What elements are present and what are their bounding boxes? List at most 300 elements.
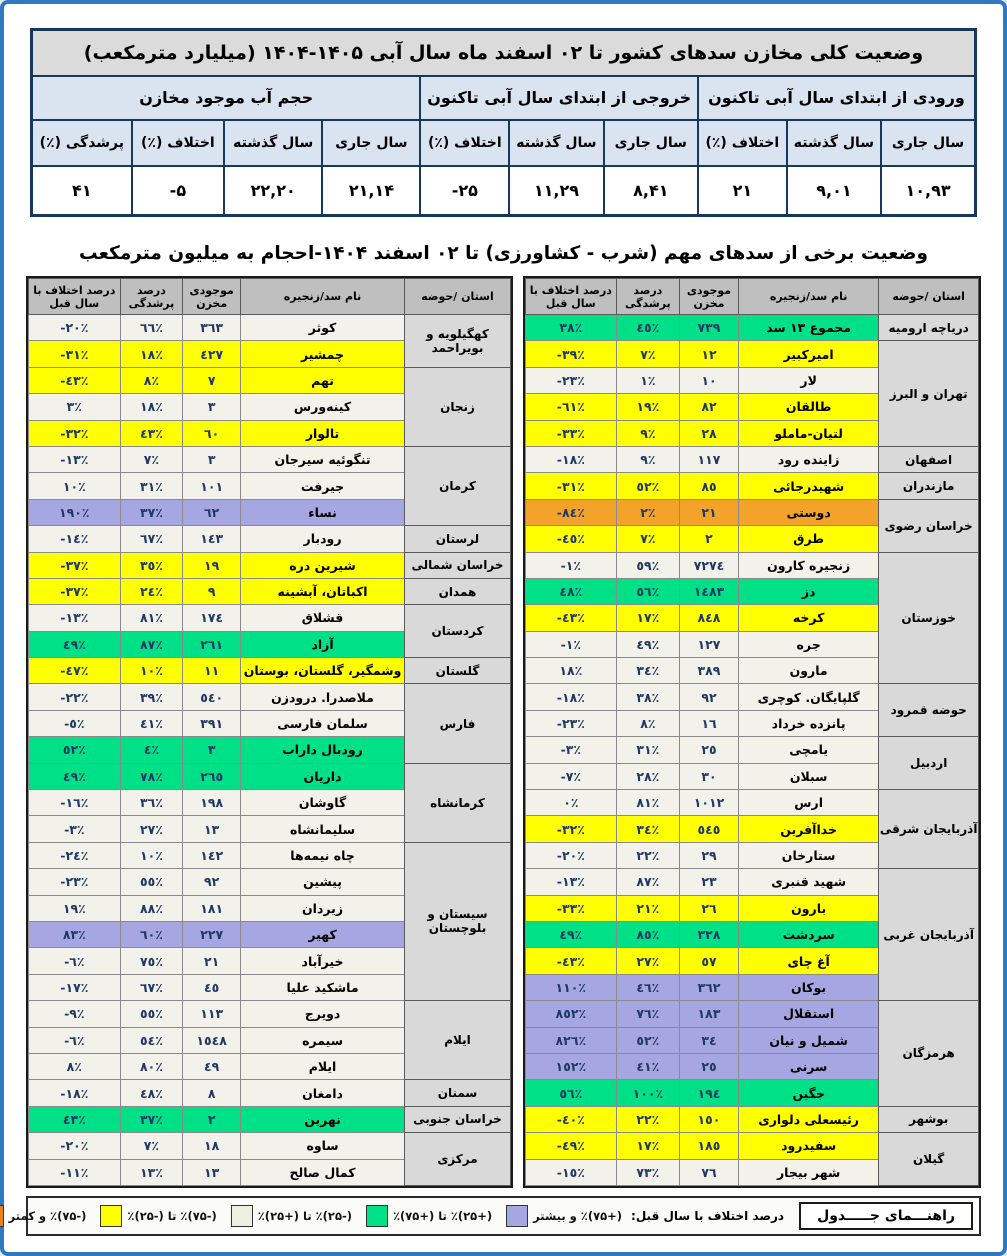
fill-percent-cell: ۱۸٪	[120, 341, 183, 367]
dam-name-cell: لار	[738, 367, 878, 393]
diff-percent-cell: -٦٪	[29, 948, 121, 974]
dam-name-cell: کمال صالح	[241, 1159, 405, 1185]
stock-cell: ۲٥	[680, 1053, 739, 1079]
stock-cell: ٥۷	[680, 948, 739, 974]
stock-cell: ۷۳۹	[680, 315, 739, 341]
province-cell: ایلام	[404, 1001, 510, 1080]
dam-name-cell: پیشین	[241, 869, 405, 895]
diff-percent-cell: -۲۲٪	[29, 684, 121, 710]
dam-row	[526, 790, 979, 816]
dam-name-cell: کرخه	[738, 605, 878, 631]
diff-percent-cell: -٤۳٪	[526, 948, 617, 974]
province-cell: خوزستان	[879, 552, 979, 684]
diff-percent-cell: -۱۸٪	[526, 446, 617, 472]
col-header: سال گذشته	[224, 120, 322, 166]
stock-cell: ۱٤۳	[183, 526, 241, 552]
dam-name-cell: نساء	[241, 499, 405, 525]
dam-name-cell: وشمگیر، گلستان، بوستان	[241, 658, 405, 684]
stock-cell: ۷۲۷٤	[680, 552, 739, 578]
fill-percent-cell: ۳۹٪	[120, 684, 183, 710]
fill-percent-cell: ۷٪	[616, 526, 679, 552]
stock-cell: ۱۰۱۲	[680, 790, 739, 816]
stock-cell: ٦۲	[183, 499, 241, 525]
dam-name-cell: سبلان	[738, 763, 878, 789]
dam-name-cell: پانزده خرداد	[738, 710, 878, 736]
diff-percent-cell: -۳۳٪	[526, 420, 617, 446]
legend-color-swatch	[231, 1205, 253, 1227]
stock-cell: ۱۲۷	[680, 631, 739, 657]
dam-name-cell: تنگوئیه سیرجان	[241, 446, 405, 472]
province-cell: مازندران	[879, 473, 979, 499]
fill-percent-cell: ٥٥٪	[120, 869, 183, 895]
dam-name-cell: ایلام	[241, 1053, 405, 1079]
fill-percent-cell: ۹٪	[616, 420, 679, 446]
legend-bar	[8, 1196, 981, 1236]
fill-percent-cell: ۳٤٪	[616, 816, 679, 842]
diff-percent-cell: -۱٤٪	[29, 526, 121, 552]
dam-table-left	[26, 276, 513, 1188]
group-header-outflow: خروجی از ابتدای سال آبی تاکنون	[420, 76, 698, 120]
dam-name-cell: جیرفت	[241, 473, 405, 499]
value-cell: ۲۱,۱۴	[322, 166, 420, 216]
national-reservoir-table	[30, 28, 977, 217]
diff-percent-cell: ٤۹٪	[526, 921, 617, 947]
dam-row	[526, 341, 979, 367]
dam-name-cell: بوکان	[738, 974, 878, 1000]
diff-percent-cell: -۳۷٪	[29, 552, 121, 578]
fill-percent-cell: ۱۰۰٪	[616, 1080, 679, 1106]
dam-row	[29, 1106, 511, 1132]
province-cell: هرمزگان	[879, 1001, 979, 1107]
dam-name-cell: نهرین	[241, 1106, 405, 1132]
diff-percent-cell: -٦۱٪	[526, 394, 617, 420]
col-header: سال جاری	[604, 120, 698, 166]
dam-name-cell: ماشکید علیا	[241, 974, 405, 1000]
stock-cell: ۷٦	[680, 1159, 739, 1185]
diff-percent-cell: ۱۸٪	[526, 658, 617, 684]
dam-name-cell: تهم	[241, 367, 405, 393]
stock-cell: ۲٦	[680, 895, 739, 921]
diff-percent-cell: -۳٪	[526, 737, 617, 763]
diff-percent-cell: ۱٥۲٪	[526, 1053, 617, 1079]
stock-cell: ۳٦۳	[183, 315, 241, 341]
stock-cell: ۲۲۷	[183, 921, 241, 947]
diff-percent-cell: -۲۳٪	[526, 367, 617, 393]
diff-percent-cell: ۸۳٪	[29, 921, 121, 947]
dam-name-cell: زاینده رود	[738, 446, 878, 472]
dam-row	[29, 552, 511, 578]
stock-cell: ۲۸	[680, 420, 739, 446]
dam-name-cell: یامچی	[738, 737, 878, 763]
diff-percent-cell: -۳۱٪	[29, 341, 121, 367]
dam-name-cell: قشلاق	[241, 605, 405, 631]
header-dam-name: نام سد/زنجیره	[738, 279, 878, 315]
dam-row	[526, 1001, 979, 1027]
dam-name-cell: جره	[738, 631, 878, 657]
stock-cell: ۱۸	[183, 1133, 241, 1159]
stock-cell: ۲٦٥	[183, 763, 241, 789]
dam-name-cell: آغ چای	[738, 948, 878, 974]
diff-percent-cell: -۳۱٪	[526, 473, 617, 499]
dam-name-cell: سردشت	[738, 921, 878, 947]
value-cell: -۲۵	[420, 166, 509, 216]
province-cell: سیستان و بلوچستان	[404, 842, 510, 1000]
stock-cell: ۲٥	[680, 737, 739, 763]
dam-name-cell: کوثر	[241, 315, 405, 341]
dam-name-cell: چاه نیمه‌ها	[241, 842, 405, 868]
fill-percent-cell: ٤٥٪	[616, 315, 679, 341]
stock-cell: ۱٥۰	[680, 1106, 739, 1132]
fill-percent-cell: ۷۳٪	[616, 1159, 679, 1185]
diff-percent-cell: -٤۷٪	[29, 658, 121, 684]
dam-name-cell: ساوه	[241, 1133, 405, 1159]
dam-row	[526, 499, 979, 525]
fill-percent-cell: ٦٦٪	[120, 315, 183, 341]
diff-percent-cell: -۳۹٪	[526, 341, 617, 367]
stock-cell: ٦۰	[183, 420, 241, 446]
stock-cell: ۱۷٤	[183, 605, 241, 631]
stock-cell: ۱٤۸۳	[680, 578, 739, 604]
province-cell: کرمانشاه	[404, 763, 510, 842]
diff-percent-cell: -۷٪	[526, 763, 617, 789]
dam-row	[29, 315, 511, 341]
dam-name-cell: سلمان فارسی	[241, 710, 405, 736]
stock-cell: ۱٤۲	[183, 842, 241, 868]
diff-percent-cell: -۱۷٪	[29, 974, 121, 1000]
stock-cell: ۱۹	[183, 552, 241, 578]
stock-cell: ۷	[183, 367, 241, 393]
fill-percent-cell: ۲۲٪	[616, 1106, 679, 1132]
dam-row	[29, 526, 511, 552]
dam-row	[526, 552, 979, 578]
fill-percent-cell: ۷۸٪	[120, 763, 183, 789]
dam-row	[29, 578, 511, 604]
diff-percent-cell: -٤۰٪	[526, 1106, 617, 1132]
legend-color-swatch	[100, 1205, 122, 1227]
diff-percent-cell: -٦٪	[29, 1027, 121, 1053]
header-diff: درصد اختلاف با سال قبل	[29, 279, 121, 315]
diff-percent-cell: ٥۲٪	[29, 737, 121, 763]
province-cell: حوضه قمرود	[879, 684, 979, 737]
dam-row	[526, 869, 979, 895]
diff-percent-cell: ٥٦٪	[526, 1080, 617, 1106]
fill-percent-cell: ۸۷٪	[616, 869, 679, 895]
diff-percent-cell: ۸٪	[29, 1053, 121, 1079]
diff-percent-cell: -۱۳٪	[29, 605, 121, 631]
province-cell: کرمان	[404, 446, 510, 525]
diff-percent-cell: -۸٤٪	[526, 499, 617, 525]
legend-item-label: (-۷۵)٪ تا (-۲۵)٪	[127, 1208, 217, 1223]
dam-row	[29, 1133, 511, 1159]
fill-percent-cell: ۲۱٪	[616, 895, 679, 921]
diff-percent-cell: -۹٪	[29, 1001, 121, 1027]
fill-percent-cell: ۱٪	[616, 367, 679, 393]
fill-percent-cell: ۳۷٪	[120, 1106, 183, 1132]
diff-percent-cell: -٤۹٪	[526, 1133, 617, 1159]
dam-name-cell: تالوار	[241, 420, 405, 446]
legend-color-swatch	[0, 1205, 4, 1227]
stock-cell: ۲	[680, 526, 739, 552]
group-header-inflow: ورودی از ابتدای سال آبی تاکنون	[698, 76, 976, 120]
dam-name-cell: چمشیر	[241, 341, 405, 367]
fill-percent-cell: ٤۳٪	[120, 420, 183, 446]
diff-percent-cell: ٤۹٪	[29, 631, 121, 657]
col-header: سال گذشته	[787, 120, 881, 166]
dam-name-cell: رودبار	[241, 526, 405, 552]
diff-percent-cell: -٤٥٪	[526, 526, 617, 552]
province-cell: خراسان جنوبی	[404, 1106, 510, 1132]
stock-cell: ۳	[183, 446, 241, 472]
stock-cell: ٥٤٥	[680, 816, 739, 842]
fill-percent-cell: ۱۹٪	[616, 394, 679, 420]
dam-name-cell: بارون	[738, 895, 878, 921]
stock-cell: ۱۱	[183, 658, 241, 684]
stock-cell: ۸	[183, 1080, 241, 1106]
header-province: استان /حوضه	[879, 279, 979, 315]
legend-items	[0, 1205, 622, 1227]
dam-name-cell: کینه‌ورس	[241, 394, 405, 420]
fill-percent-cell: ۸۱٪	[120, 605, 183, 631]
province-cell: گیلان	[879, 1133, 979, 1186]
dam-name-cell: جگین	[738, 1080, 878, 1106]
fill-percent-cell: ۲٤٪	[120, 578, 183, 604]
stock-cell: ۸٤۸	[680, 605, 739, 631]
dam-row	[526, 1133, 979, 1159]
fill-percent-cell: ٥٤٪	[120, 1027, 183, 1053]
legend-caption: درصد اختلاف با سال قبل:	[631, 1208, 785, 1223]
province-cell: سمنان	[404, 1080, 510, 1106]
diff-percent-cell: ۸٥۲٪	[526, 1001, 617, 1027]
dam-name-cell: سرنی	[738, 1053, 878, 1079]
stock-cell: ۳٦۲	[680, 974, 739, 1000]
diff-percent-cell: -۲٤٪	[29, 842, 121, 868]
fill-percent-cell: ۱۰٪	[120, 658, 183, 684]
legend-color-swatch	[366, 1205, 388, 1227]
diff-percent-cell: -۱٥٪	[526, 1159, 617, 1185]
header-dam-name: نام سد/زنجیره	[241, 279, 405, 315]
dam-row	[29, 842, 511, 868]
fill-percent-cell: ۸٪	[120, 367, 183, 393]
fill-percent-cell: ۱۷٪	[616, 605, 679, 631]
diff-percent-cell: -۱۳٪	[29, 446, 121, 472]
stock-cell: ۱۲	[680, 341, 739, 367]
value-cell: ۱۰,۹۳	[881, 166, 975, 216]
group-header-volume: حجم آب موجود مخازن	[32, 76, 421, 120]
col-header: اختلاف (٪)	[132, 120, 225, 166]
national-summary-section	[30, 28, 977, 217]
dam-name-cell: زنجیره کارون	[738, 552, 878, 578]
province-cell: آذربایجان غربی	[879, 869, 979, 1001]
stock-cell: ۹۲	[183, 869, 241, 895]
province-cell: همدان	[404, 578, 510, 604]
fill-percent-cell: ۲۷٪	[616, 948, 679, 974]
diff-percent-cell: -۱۳٪	[526, 869, 617, 895]
fill-percent-cell: ۲۷٪	[120, 816, 183, 842]
stock-cell: ٥٤۰	[183, 684, 241, 710]
legend-item-label: (-۷۵)٪ و کمتر	[8, 1208, 87, 1223]
diff-percent-cell: -۱٪	[526, 631, 617, 657]
dam-row	[29, 658, 511, 684]
province-cell: مرکزی	[404, 1133, 510, 1186]
fill-percent-cell: ۱۰٪	[120, 842, 183, 868]
province-cell: دریاچه ارومیه	[879, 315, 979, 341]
header-fill: درصد پرشدگی	[120, 279, 183, 315]
diff-percent-cell: -۲۳٪	[29, 869, 121, 895]
stock-cell: ٤۹	[183, 1053, 241, 1079]
diff-percent-cell: -۲۰٪	[526, 842, 617, 868]
province-cell: خراسان شمالی	[404, 552, 510, 578]
fill-percent-cell: ۳٦٪	[120, 790, 183, 816]
dam-tables-container	[26, 276, 981, 1188]
fill-percent-cell: ۲۲٪	[616, 842, 679, 868]
dam-row	[526, 684, 979, 710]
province-cell: اصفهان	[879, 446, 979, 472]
fill-percent-cell: ٤٪	[120, 737, 183, 763]
legend-item-label: (+۲۵)٪ تا (+۷۵)٪	[393, 1208, 493, 1223]
value-cell: ۲۱	[698, 166, 787, 216]
dam-row	[29, 367, 511, 393]
fill-percent-cell: ۹٪	[616, 446, 679, 472]
fill-percent-cell: ٤۱٪	[120, 710, 183, 736]
header-diff: درصد اختلاف با سال قبل	[526, 279, 617, 315]
diff-percent-cell: -۱۱٪	[29, 1159, 121, 1185]
stock-cell: ۳٤	[680, 1027, 739, 1053]
fill-percent-cell: ۷٪	[120, 1133, 183, 1159]
col-header: اختلاف (٪)	[420, 120, 509, 166]
stock-cell: ۲	[183, 1106, 241, 1132]
stock-cell: ٤٥	[183, 974, 241, 1000]
dam-row	[526, 737, 979, 763]
dam-name-cell: رئیسعلی دلواری	[738, 1106, 878, 1132]
diff-percent-cell: -٤۳٪	[526, 605, 617, 631]
fill-percent-cell: ۳۱٪	[616, 737, 679, 763]
stock-cell: ۱۳	[183, 1159, 241, 1185]
fill-percent-cell: ۳۷٪	[120, 499, 183, 525]
dam-name-cell: شهر بیجار	[738, 1159, 878, 1185]
dam-row	[29, 763, 511, 789]
dam-name-cell: لتیان-ماملو	[738, 420, 878, 446]
dam-name-cell: داریان	[241, 763, 405, 789]
dam-table-right	[523, 276, 981, 1188]
diff-percent-cell: -۱۸٪	[29, 1080, 121, 1106]
header-stock: موجودی مخزن	[183, 279, 241, 315]
fill-percent-cell: ۲۸٪	[616, 763, 679, 789]
col-header: سال جاری	[881, 120, 975, 166]
dam-row	[526, 446, 979, 472]
diff-percent-cell: ۸۲٦٪	[526, 1027, 617, 1053]
fill-percent-cell: ۱۸٪	[120, 394, 183, 420]
diff-percent-cell: -۳۷٪	[29, 578, 121, 604]
stock-cell: ۸٥	[680, 473, 739, 499]
diff-percent-cell: ۱۱۰٪	[526, 974, 617, 1000]
dam-name-cell: دویرج	[241, 1001, 405, 1027]
fill-percent-cell: ۸٥٪	[616, 921, 679, 947]
diff-percent-cell: -۳٪	[29, 816, 121, 842]
stock-cell: ۱۳	[183, 816, 241, 842]
stock-cell: ۳۸۹	[680, 658, 739, 684]
col-header: سال گذشته	[509, 120, 603, 166]
diff-percent-cell: -۳۲٪	[29, 420, 121, 446]
fill-percent-cell: ٥۲٪	[616, 1027, 679, 1053]
stock-cell: ۸۲	[680, 394, 739, 420]
diff-percent-cell: ۱۹۰٪	[29, 499, 121, 525]
legend-item	[100, 1205, 216, 1227]
dam-name-cell: گلپایگان. کوچری	[738, 684, 878, 710]
value-cell: ۱۱,۲۹	[509, 166, 603, 216]
diff-percent-cell: -۱۸٪	[526, 684, 617, 710]
diff-percent-cell: -۱٦٪	[29, 790, 121, 816]
dam-name-cell: ملاصدرا. درودزن	[241, 684, 405, 710]
dam-name-cell: گاوشان	[241, 790, 405, 816]
fill-percent-cell: ۷٪	[120, 446, 183, 472]
dam-name-cell: شهیدرجائی	[738, 473, 878, 499]
stock-cell: ۲۱	[183, 948, 241, 974]
diff-percent-cell: -۳۲٪	[526, 816, 617, 842]
dam-name-cell: دز	[738, 578, 878, 604]
dam-name-cell: زیردان	[241, 895, 405, 921]
stock-cell: ۳۹۱	[183, 710, 241, 736]
value-cell: ۹,۰۱	[787, 166, 881, 216]
diff-percent-cell: ۱۹٪	[29, 895, 121, 921]
province-cell: تهران و البرز	[879, 341, 979, 447]
fill-percent-cell: ۳٥٪	[120, 552, 183, 578]
dam-name-cell: استقلال	[738, 1001, 878, 1027]
province-cell: اردبیل	[879, 737, 979, 790]
province-cell: زنجان	[404, 367, 510, 446]
fill-percent-cell: ٦۷٪	[120, 974, 183, 1000]
header-province: استان /حوضه	[404, 279, 510, 315]
fill-percent-cell: ۷٪	[616, 341, 679, 367]
stock-cell: ٤۲۷	[183, 341, 241, 367]
stock-cell: ۳۰	[680, 763, 739, 789]
legend-item	[366, 1205, 492, 1227]
dam-name-cell: رودبال داراب	[241, 737, 405, 763]
diff-percent-cell: -۱٪	[526, 552, 617, 578]
stock-cell: ۹	[183, 578, 241, 604]
diff-percent-cell: ۱۰٪	[29, 473, 121, 499]
stock-cell: ۱٦	[680, 710, 739, 736]
stock-cell: ۳۲۸	[680, 921, 739, 947]
fill-percent-cell: ۱۳٪	[120, 1159, 183, 1185]
dam-name-cell: امیرکبیر	[738, 341, 878, 367]
dam-header-row	[29, 279, 511, 315]
diff-percent-cell: ٤۸٪	[526, 578, 617, 604]
fill-percent-cell: ٦۷٪	[120, 526, 183, 552]
col-header: اختلاف (٪)	[698, 120, 787, 166]
dam-name-cell: مجموع ۱۳ سد	[738, 315, 878, 341]
dam-name-cell: دامغان	[241, 1080, 405, 1106]
legend-color-swatch	[506, 1205, 528, 1227]
stock-cell: ۱۸۱	[183, 895, 241, 921]
fill-percent-cell: ۷٥٪	[120, 948, 183, 974]
diff-percent-cell: -۲۰٪	[29, 315, 121, 341]
fill-percent-cell: ۲٪	[616, 499, 679, 525]
province-cell: کردستان	[404, 605, 510, 658]
value-cell: -۵	[132, 166, 225, 216]
dam-name-cell: دوستی	[738, 499, 878, 525]
legend-item	[506, 1205, 622, 1227]
stock-cell: ۱۰	[680, 367, 739, 393]
dam-name-cell: مارون	[738, 658, 878, 684]
dam-row	[526, 1106, 979, 1132]
dam-name-cell: آزاد	[241, 631, 405, 657]
dam-row	[29, 684, 511, 710]
legend-item-label: (-۲۵)٪ تا (+۲۵)٪	[257, 1208, 352, 1223]
col-header: سال جاری	[322, 120, 420, 166]
fill-percent-cell: ٤۸٪	[120, 1080, 183, 1106]
dam-name-cell: کهیر	[241, 921, 405, 947]
stock-cell: ۱۹٤	[680, 1080, 739, 1106]
